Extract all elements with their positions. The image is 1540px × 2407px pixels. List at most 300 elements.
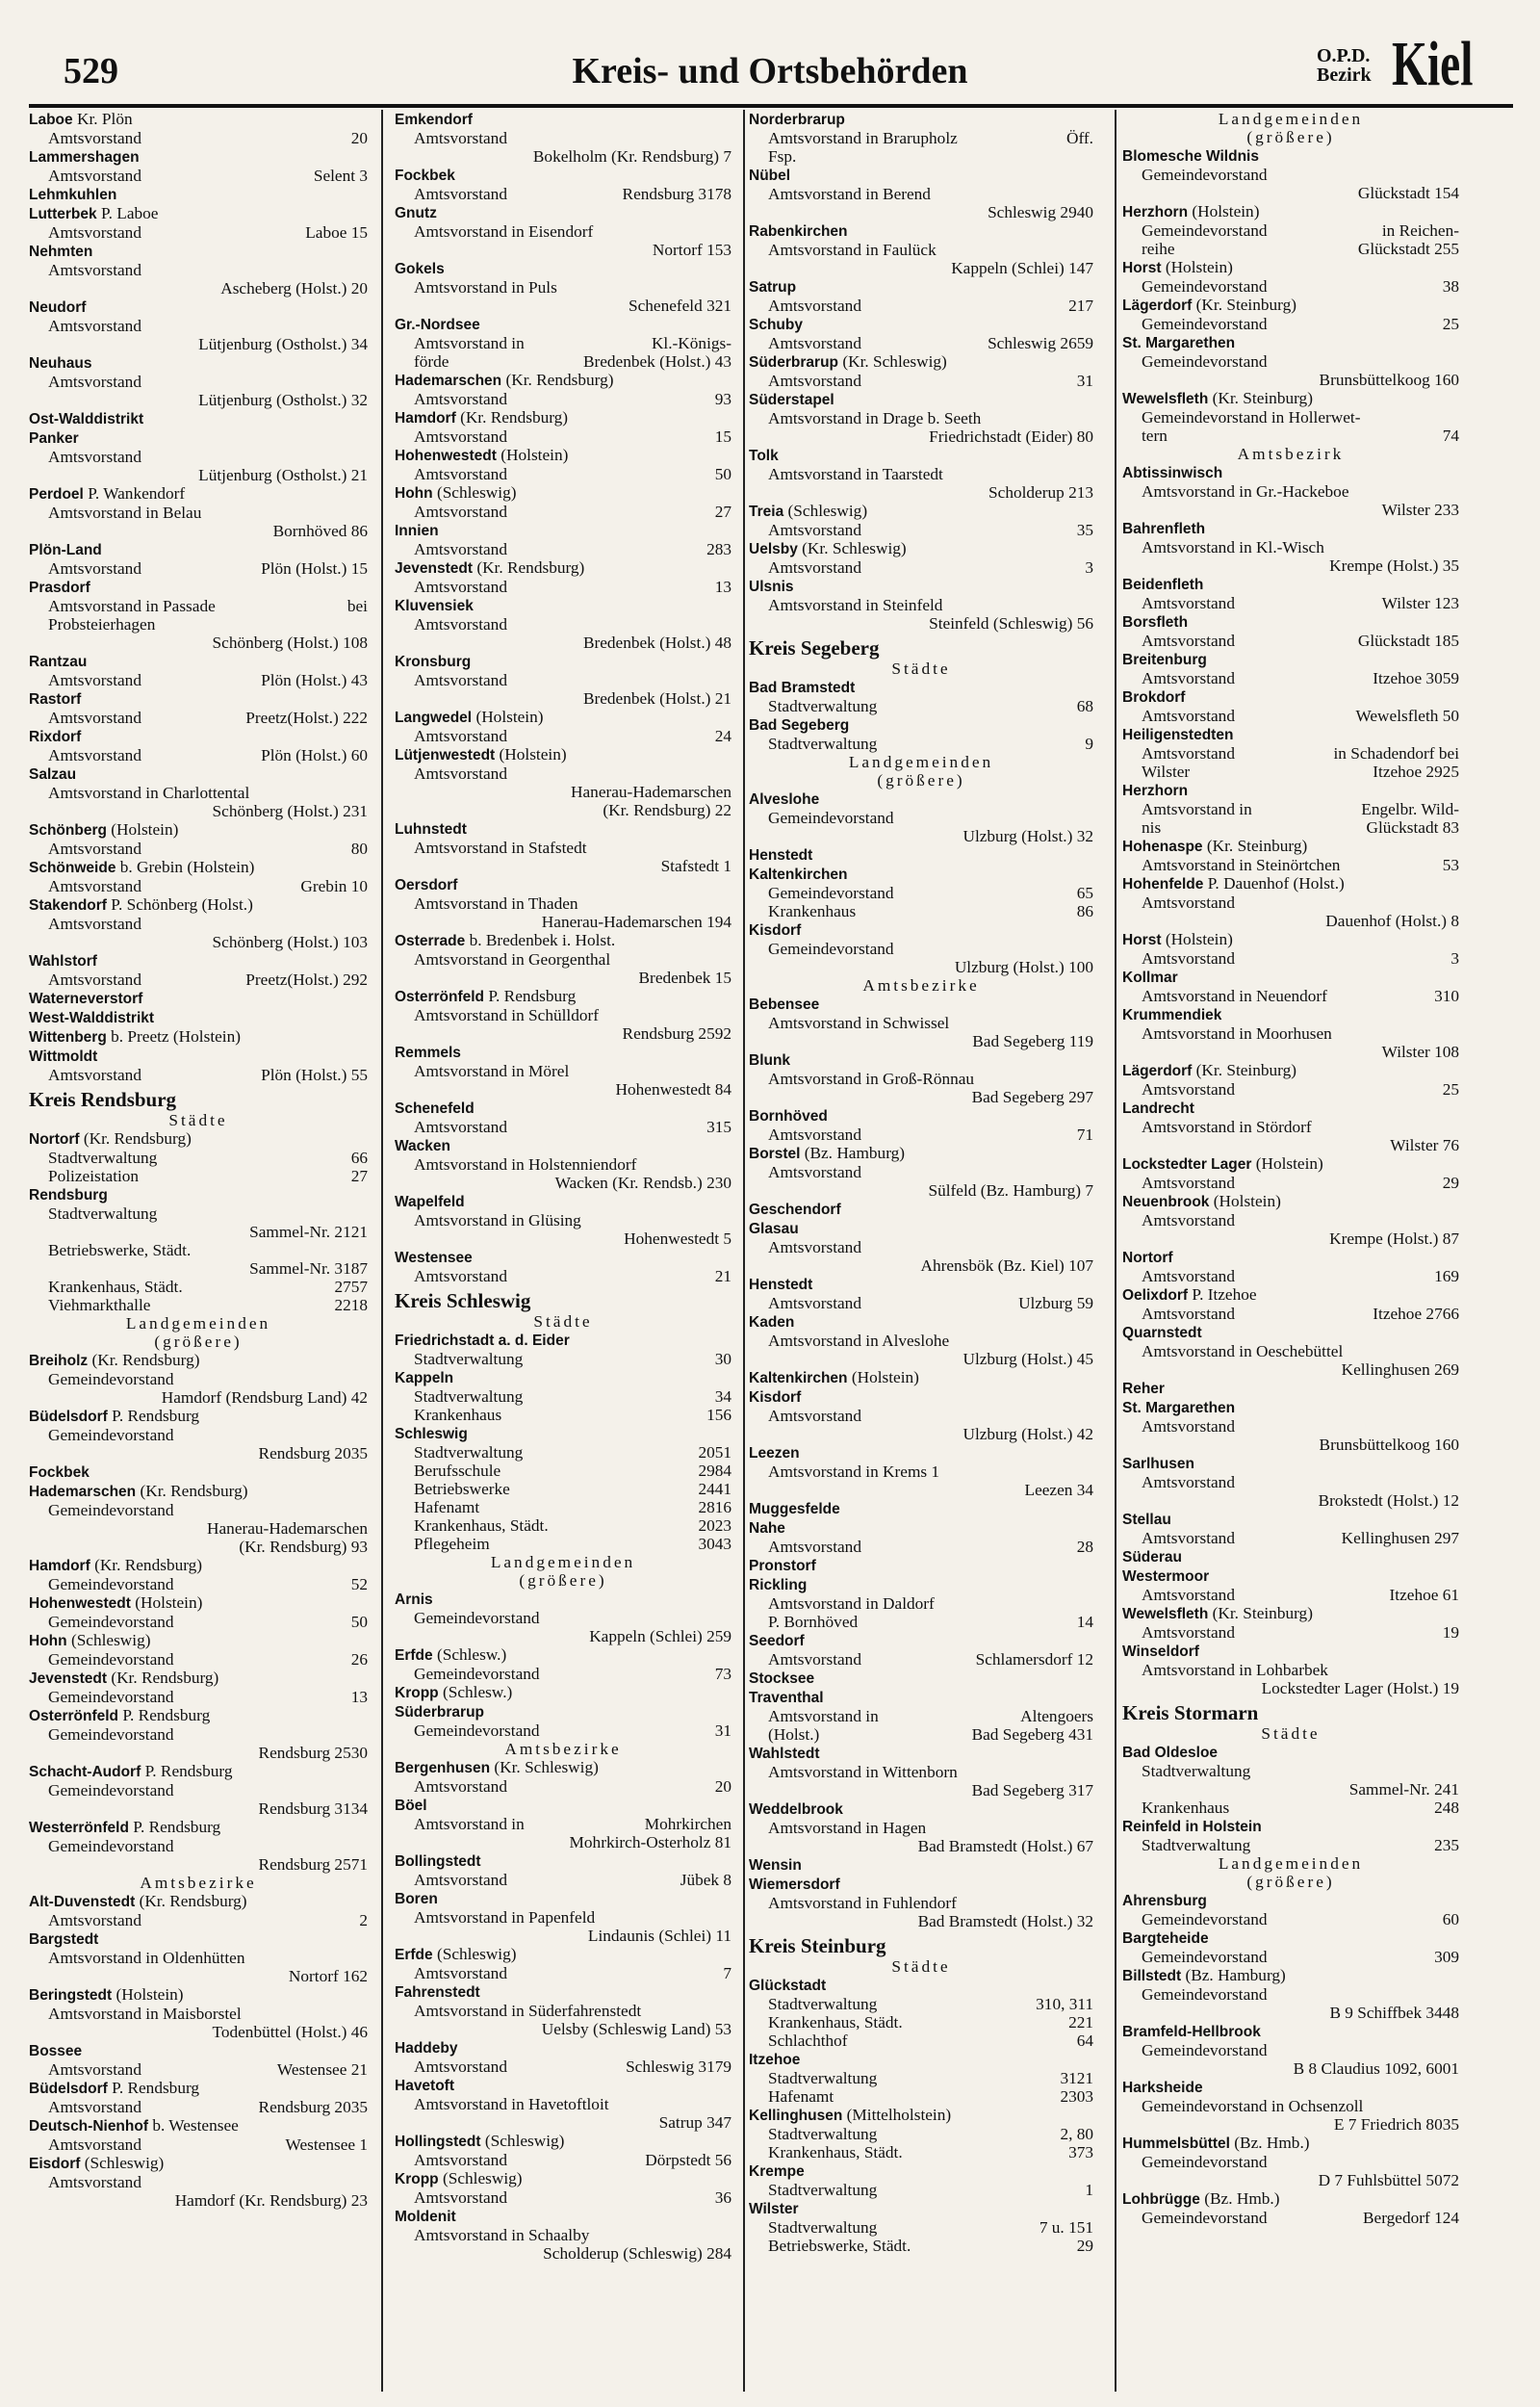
phone-number: Bergedorf 124	[1363, 2209, 1459, 2227]
office-line	[1122, 1417, 1459, 1436]
place-name: Böel	[395, 1798, 427, 1814]
office-line	[1122, 763, 1459, 781]
office-label: Amtsvorstand	[768, 1538, 861, 1556]
place-qualifier: (Holstein)	[475, 708, 544, 726]
office-line	[395, 540, 732, 558]
phone-number: Rendsburg 3178	[622, 185, 732, 203]
place-name: Lütjenwestedt	[395, 747, 496, 764]
exchange-line: Brokstedt (Holst.) 12	[1318, 1491, 1459, 1510]
office-line: Amtsvorstand	[48, 2173, 141, 2191]
office-line	[1122, 1948, 1459, 1966]
phone-number: Ulzburg 59	[1018, 1294, 1093, 1312]
section-heading: (größere)	[1246, 128, 1335, 146]
entry-name-line	[29, 1892, 368, 1911]
entry-name-line	[749, 1200, 1093, 1219]
office-label: Amtsvorstand in Steinörtchen	[1142, 856, 1341, 874]
place-name: Süderau	[1122, 1549, 1183, 1566]
office-line: Amtsvorstand in Charlottental	[48, 784, 250, 802]
office-label: Gemeindevorstand	[768, 809, 894, 827]
place-name: Wiemersdorf	[749, 1876, 840, 1893]
office-label: Amtsvorstand	[48, 559, 141, 578]
exchange-line: Schönberg (Holst.) 103	[212, 933, 368, 951]
place-name: Wewelsfleth	[1122, 1606, 1209, 1622]
phone-number: Itzehoe 61	[1389, 1586, 1459, 1604]
exchange-line: Wacken (Kr. Rendsb.) 230	[554, 1174, 732, 1192]
place-name: Hollingstedt	[395, 2134, 481, 2150]
phone-number: Schleswig 2659	[988, 334, 1093, 352]
entry-name-line	[749, 789, 1093, 809]
exchange-line: Brunsbüttelkoog 160	[1319, 1436, 1459, 1454]
office-line: Gemeindevorstand	[414, 1609, 540, 1627]
phone-number: Dörpstedt 56	[645, 2151, 732, 2169]
office-line: Amtsvorstand in Belau	[48, 504, 202, 522]
office-line	[29, 1066, 368, 1084]
phone-number: Glückstadt 185	[1357, 632, 1459, 650]
place-name: Breitenburg	[1122, 652, 1207, 668]
place-name: Wahlstedt	[749, 1746, 820, 1762]
office-line	[395, 2058, 732, 2076]
exchange-line: Ulzburg (Holst.) 45	[962, 1350, 1093, 1368]
office-line	[1122, 594, 1459, 612]
entry-name-line	[749, 1443, 1093, 1462]
place-name: Erfde	[395, 1947, 433, 1963]
place-name: Langwedel	[395, 710, 473, 726]
place-name: Uelsby	[749, 541, 798, 557]
phone-number: 169	[1434, 1267, 1459, 1285]
place-qualifier: (Mittelholstein)	[846, 2106, 952, 2124]
office-line	[749, 1725, 1093, 1744]
place-qualifier: (Schleswig)	[436, 1945, 517, 1963]
entry-name-line	[395, 110, 732, 129]
place-name: Wittmoldt	[29, 1048, 98, 1065]
office-line: Amtsvorstand in Daldorf	[768, 1594, 935, 1613]
office-line	[395, 465, 732, 483]
office-line: Amtsvorstand in Lohbarbek	[1142, 1661, 1328, 1679]
place-name: Tolk	[749, 448, 779, 464]
office-line	[29, 971, 368, 989]
entry-name-line	[749, 502, 1093, 521]
phone-number: 25	[1442, 315, 1459, 333]
entry-name-line	[1122, 1248, 1459, 1267]
entry-name-line	[395, 987, 732, 1006]
place-name: Kellinghusen	[749, 2108, 843, 2124]
office-line	[749, 1650, 1093, 1669]
place-name: Alt-Duvenstedt	[29, 1894, 136, 1910]
office-label: Amtsvorstand	[414, 1118, 507, 1136]
office-label: Polizeistation	[48, 1167, 140, 1185]
place-name: Traventhal	[749, 1690, 824, 1706]
entry-name-line	[749, 1575, 1093, 1594]
place-name: Pronstorf	[749, 1558, 816, 1574]
page-title: Kreis- und Ortsbehörden	[572, 51, 968, 91]
place-name: Kaden	[749, 1314, 795, 1331]
office-line: Amtsvorstand in Schwissel	[768, 1014, 950, 1032]
phone-number: Kl.-Königs-	[651, 334, 732, 352]
place-qualifier: (Schleswig)	[84, 2154, 165, 2172]
place-qualifier: (Holstein)	[1213, 1192, 1281, 1210]
office-line	[749, 2143, 1093, 2161]
office-line	[395, 1535, 732, 1553]
office-line	[29, 2060, 368, 2079]
place-name: Lehmkuhlen	[29, 187, 117, 203]
office-line	[749, 1995, 1093, 2013]
office-line	[29, 1278, 368, 1296]
office-label: nis	[1142, 818, 1162, 837]
entry-name-line	[29, 764, 368, 784]
office-line: Gemeindevorstand	[1142, 1985, 1268, 2004]
place-qualifier: (Holstein)	[1165, 930, 1233, 948]
entry-name-line	[749, 1219, 1093, 1238]
place-name: Geschendorf	[749, 1202, 841, 1218]
office-line	[749, 2069, 1093, 2087]
phone-number: Plön (Holst.) 15	[261, 559, 368, 578]
phone-number: Laboe 15	[305, 223, 368, 242]
office-label: Amtsvorstand	[48, 129, 141, 147]
office-label: Amtsvorstand	[768, 334, 861, 352]
exchange-line: (Kr. Rendsburg) 93	[239, 1538, 368, 1556]
entry-name-line	[395, 1368, 732, 1387]
section-heading: Landgemeinden	[490, 1553, 636, 1571]
place-name: Bornhöved	[749, 1108, 828, 1125]
office-line	[1122, 669, 1459, 687]
exchange-line: Krempe (Holst.) 87	[1329, 1229, 1459, 1248]
office-line: Amtsvorstand in Taarstedt	[768, 465, 943, 483]
office-line	[395, 1406, 732, 1424]
exchange-line: Leezen 34	[1024, 1481, 1093, 1499]
office-line: Gemeindevorstand	[1142, 352, 1268, 371]
phone-number: Glückstadt 255	[1357, 240, 1459, 258]
exchange-line: Uelsby (Schleswig Land) 53	[541, 2020, 732, 2038]
exchange-line: Schleswig 2940	[988, 203, 1093, 221]
place-name: Alveslohe	[749, 791, 820, 808]
office-label: Amtsvorstand	[768, 1650, 861, 1669]
place-name: Rabenkirchen	[749, 223, 848, 240]
office-line	[749, 1613, 1093, 1631]
entry-name-line	[749, 110, 1093, 129]
entry-name-line	[395, 1889, 732, 1908]
district-heading: Kreis Segeberg	[749, 636, 880, 660]
phone-number: Grebin 10	[300, 877, 368, 895]
office-line: Fsp.	[768, 147, 797, 166]
place-qualifier: (Holstein)	[1165, 258, 1233, 276]
place-name: Büdelsdorf	[29, 2081, 108, 2097]
office-label: Krankenhaus	[1142, 1799, 1230, 1817]
entry-name-line	[395, 2207, 732, 2226]
office-label: Pflegeheim	[414, 1535, 490, 1553]
place-name: Landrecht	[1122, 1100, 1194, 1117]
phone-number: 3121	[1060, 2069, 1093, 2087]
office-line	[749, 1538, 1093, 1556]
entry-name-line	[1122, 1454, 1459, 1473]
district-label	[1317, 46, 1372, 85]
exchange-line: Bokelholm (Kr. Rendsburg) 7	[532, 147, 732, 166]
phone-number: 15	[714, 427, 732, 446]
district-heading: Kreis Schleswig	[395, 1289, 531, 1312]
office-label: Gemeindevorstand	[1142, 1948, 1268, 1966]
office-label: Amtsvorstand	[414, 1777, 507, 1796]
exchange-line: Bredenbek (Holst.) 21	[582, 689, 732, 708]
entry-name-line	[1122, 296, 1459, 315]
place-qualifier: b. Bredenbek i. Holst.	[469, 931, 616, 949]
entry-name-line	[395, 2132, 732, 2151]
office-label: Amtsvorstand	[48, 671, 141, 689]
place-name: Nahe	[749, 1520, 785, 1537]
office-line	[749, 809, 1093, 827]
phone-number: 283	[706, 540, 732, 558]
entry-name-line	[395, 259, 732, 278]
office-line: Amtsvorstand	[1142, 893, 1235, 912]
column-divider	[743, 110, 745, 2392]
office-label: Amtsvorstand in Puls	[414, 278, 557, 297]
exchange-line: Lütjenburg (Ostholst.) 32	[198, 391, 368, 409]
phone-number: 310	[1434, 987, 1459, 1005]
phone-number: in Schadendorf bei	[1333, 744, 1459, 763]
place-name: Hohn	[395, 485, 433, 502]
place-name: Wapelfeld	[395, 1194, 465, 1210]
entry-name-line	[1122, 930, 1459, 949]
office-label: P. Bornhöved	[768, 1613, 859, 1631]
place-name: Remmels	[395, 1045, 461, 1061]
phone-number: 29	[1442, 1174, 1459, 1192]
phone-number: 2	[359, 1911, 368, 1929]
phone-number: Plön (Holst.) 60	[261, 746, 368, 764]
office-line: Amtsvorstand in Georgenthal	[414, 950, 611, 969]
office-line: Gemeindevorstand in Ochsenzoll	[1142, 2097, 1364, 2115]
phone-number: 19	[1442, 1623, 1459, 1642]
entry-name-line	[395, 652, 732, 671]
office-line	[749, 2087, 1093, 2106]
entry-name-line	[29, 727, 368, 746]
place-name: Abtissinwisch	[1122, 465, 1223, 481]
entry-name-line	[749, 1875, 1093, 1894]
phone-number: 68	[1076, 697, 1093, 715]
office-line	[749, 884, 1093, 902]
entry-name-line	[395, 1590, 732, 1609]
entry-name-line	[1122, 725, 1459, 744]
office-label: Amtsvorstand	[414, 727, 507, 745]
office-label: Stadtverwaltung	[768, 2069, 878, 2087]
office-line: Amtsvorstand	[48, 373, 141, 391]
office-line: Amtsvorstand in Papenfeld	[414, 1908, 596, 1927]
office-label: Krankenhaus	[414, 1406, 502, 1424]
place-name: Stakendorf	[29, 897, 107, 914]
place-qualifier: (Kr. Rendsburg)	[460, 408, 569, 427]
office-line	[29, 1575, 368, 1593]
exchange-line: Hanerau-Hademarschen	[571, 783, 732, 801]
entry-name-line	[1122, 2134, 1459, 2153]
place-name: Hamdorf	[395, 410, 456, 427]
entry-name-line	[395, 315, 732, 334]
office-label: Amtsvorstand	[1142, 669, 1235, 687]
phone-number: 27	[350, 1167, 368, 1185]
entry-name-line	[1122, 333, 1459, 352]
entry-name-line	[395, 558, 732, 578]
entry-name-line	[29, 1027, 368, 1047]
place-name: Blunk	[749, 1052, 791, 1069]
place-name: Rixdorf	[29, 729, 82, 745]
exchange-line: Rendsburg 2592	[622, 1024, 732, 1043]
place-qualifier: (Bz. Hamburg)	[1185, 1966, 1286, 1984]
office-line	[1122, 987, 1459, 1005]
office-line	[395, 1350, 732, 1368]
place-name: Herzhorn	[1122, 204, 1189, 220]
place-name: Westerrönfeld	[29, 1820, 129, 1836]
entry-name-line	[29, 353, 368, 373]
office-line	[29, 1167, 368, 1185]
phone-number: 60	[1442, 1910, 1459, 1928]
office-line: Amtsvorstand in Mörel	[414, 1062, 570, 1080]
place-qualifier: Kr. Plön	[76, 110, 133, 128]
exchange-line: Todenbüttel (Holst.) 46	[212, 2023, 368, 2041]
office-line	[29, 2135, 368, 2154]
exchange-line: B 8 Claudius 1092, 6001	[1293, 2059, 1459, 2078]
place-qualifier: (Schleswig)	[70, 1631, 151, 1649]
entry-name-line	[29, 1482, 368, 1501]
entry-name-line	[395, 1331, 732, 1350]
place-name: Eisdorf	[29, 2156, 81, 2172]
phone-number: 30	[714, 1350, 732, 1368]
office-label: Amtsvorstand	[48, 167, 141, 185]
entry-name-line	[1122, 1398, 1459, 1417]
office-line: Gemeindevorstand	[48, 1426, 174, 1444]
office-label: Stadtverwaltung	[414, 1443, 524, 1462]
entry-name-line	[29, 1556, 368, 1575]
place-name: Fockbek	[29, 1464, 90, 1481]
phone-number: 20	[350, 129, 368, 147]
phone-number: Westensee 21	[276, 2060, 368, 2079]
place-name: St. Margarethen	[1122, 335, 1236, 351]
place-name: Beidenfleth	[1122, 577, 1204, 593]
place-name: Westensee	[395, 1250, 473, 1266]
phone-number: 24	[714, 727, 732, 745]
place-name: Weddelbrook	[749, 1801, 843, 1818]
office-line	[395, 1267, 732, 1285]
office-line	[749, 697, 1093, 715]
exchange-line: Satrup 347	[658, 2113, 732, 2132]
entry-name-line	[1122, 1379, 1459, 1398]
district-heading: Kreis Rendsburg	[29, 1088, 177, 1111]
place-qualifier: P. Rendsburg	[133, 1818, 221, 1836]
phone-number: 3	[1450, 949, 1459, 968]
exchange-line: Rendsburg 3134	[258, 1799, 368, 1818]
office-line: Amtsvorstand in Gr.-Hackeboe	[1142, 482, 1349, 501]
entry-name-line	[395, 1702, 732, 1721]
entry-name-line	[29, 428, 368, 448]
place-qualifier: (Holstein)	[500, 446, 569, 464]
phone-number: 93	[714, 390, 732, 408]
phone-number: Itzehoe 3059	[1373, 669, 1459, 687]
office-label: Amtsvorstand	[414, 578, 507, 596]
place-name: Schleswig	[395, 1426, 468, 1442]
office-label: Betriebswerke	[414, 1480, 510, 1498]
place-name: Schuby	[749, 317, 803, 333]
office-label: Gemeindevorstand	[1142, 277, 1268, 296]
office-label: Amtsvorstand	[414, 1267, 507, 1285]
office-line	[395, 1498, 732, 1516]
office-line: Amtsvorstand in Holstenniendorf	[414, 1155, 637, 1174]
entry-name-line	[1122, 612, 1459, 632]
exchange-line: Wilster 233	[1381, 501, 1459, 519]
office-label: Amtsvorstand	[1142, 707, 1235, 725]
phone-number: 235	[1434, 1836, 1459, 1854]
office-line: Gemeindevorstand	[48, 1501, 174, 1519]
entry-name-line	[29, 298, 368, 317]
office-line	[1122, 632, 1459, 650]
place-name: Bebensee	[749, 996, 820, 1013]
office-line	[1122, 1080, 1459, 1099]
phone-number: Plön (Holst.) 43	[261, 671, 368, 689]
office-line: Amtsvorstand in Schülldorf	[414, 1006, 600, 1024]
entry-name-line	[395, 371, 732, 390]
place-name: Hohenfelde	[1122, 876, 1204, 893]
entry-name-line	[29, 147, 368, 167]
place-name: Henstedt	[749, 1277, 813, 1293]
exchange-line: Bad Segeberg 317	[971, 1781, 1093, 1799]
office-line	[395, 1871, 732, 1889]
phone-number: 28	[1076, 1538, 1093, 1556]
entry-name-line	[1122, 781, 1459, 800]
office-line: Gemeindevorstand	[1142, 2153, 1268, 2171]
place-name: Stocksee	[749, 1670, 815, 1687]
office-label: Gemeindevorstand	[1142, 315, 1268, 333]
office-line: Betriebswerke, Städt.	[48, 1241, 192, 1259]
office-line: Amtsvorstand in Moorhusen	[1142, 1024, 1332, 1043]
place-qualifier: P. Itzehoe	[1192, 1285, 1257, 1304]
phone-number: 221	[1068, 2013, 1093, 2032]
office-line	[395, 352, 732, 371]
exchange-line: Bad Segeberg 119	[972, 1032, 1093, 1050]
office-label: Gemeindevorstand	[48, 1650, 174, 1669]
entry-name-line	[1122, 1154, 1459, 1174]
exchange-line: Friedrichstadt (Eider) 80	[929, 427, 1093, 446]
office-line	[395, 727, 732, 745]
exchange-line: Scholderup (Schleswig) 284	[543, 2244, 732, 2263]
place-name: West-Walddistrikt	[29, 1010, 155, 1026]
entry-name-line	[29, 1929, 368, 1949]
place-qualifier: (Schlesw.)	[442, 1683, 513, 1701]
place-qualifier: (Kr. Rendsburg)	[139, 1892, 247, 1910]
entry-name-line	[1122, 1928, 1459, 1948]
office-label: Stadtverwaltung	[768, 2125, 878, 2143]
office-line: Amtsvorstand	[414, 671, 507, 689]
office-label: Amtsvorstand	[1142, 1623, 1235, 1642]
office-label: Amtsvorstand	[414, 540, 507, 558]
place-name: Hummelsbüttel	[1122, 2135, 1230, 2152]
place-name: Neuenbrook	[1122, 1194, 1210, 1210]
entry-name-line	[395, 931, 732, 950]
entry-name-line	[749, 865, 1093, 884]
place-name: Hademarschen	[395, 373, 502, 389]
place-name: Brokdorf	[1122, 689, 1186, 706]
office-line	[1122, 1305, 1459, 1323]
phone-number: Wewelsfleth 50	[1355, 707, 1459, 725]
office-label: Betriebswerke, Städt.	[768, 2237, 911, 2255]
exchange-line: Ulzburg (Holst.) 32	[962, 827, 1093, 845]
place-name: Harksheide	[1122, 2080, 1203, 2096]
exchange-line: Ascheberg (Holst.) 20	[220, 279, 368, 298]
section-heading: Städte	[533, 1312, 593, 1331]
place-qualifier: P. Rendsburg	[144, 1762, 233, 1780]
entry-name-line	[1122, 1891, 1459, 1910]
entry-name-line	[29, 2154, 368, 2173]
place-qualifier: (Holstein)	[499, 745, 567, 764]
exchange-line: Lindaunis (Schlei) 11	[587, 1927, 732, 1945]
office-line	[29, 223, 368, 242]
place-name: Büdelsdorf	[29, 1409, 108, 1425]
office-line	[395, 278, 732, 297]
entry-name-line	[749, 1631, 1093, 1650]
place-name: Lohbrügge	[1122, 2191, 1200, 2208]
